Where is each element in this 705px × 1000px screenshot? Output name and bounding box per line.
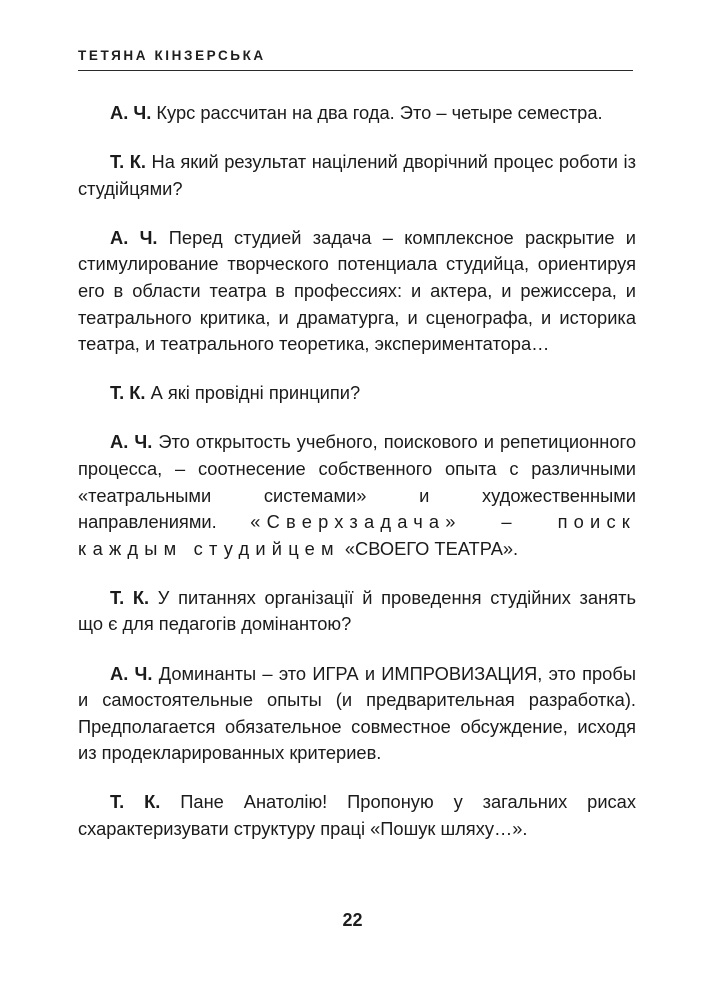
dialogue-text: А які провідні принципи? xyxy=(150,382,361,404)
dialogue-paragraph xyxy=(78,661,636,767)
dialogue-text: Доминанты – это ИГРА и ИМПРОВИЗАЦИЯ, это пробы и самостоятельные опыты (и предварительная разработка). Предполагается обязательное совместное обсуждение, исходя из продекларированных критериев. xyxy=(78,662,636,764)
dialogue-paragraph xyxy=(78,225,636,358)
dialogue-text: Это открытость учебного, поискового и репетиционного процесса, – соотнесение собственного опыта с различными «театральными системами» и художественными направлениями. xyxy=(78,431,636,533)
dialogue-text: Курс рассчитан на два года. Это – четыре семестра. xyxy=(156,102,603,123)
speaker-initials: Т. К. xyxy=(110,151,146,173)
speaker-initials: Т. К. xyxy=(110,791,161,813)
dialogue-text: Пане Анатолію! Пропоную у загальних рисах схарактеризувати структуру праці «Пошук шляху…». xyxy=(78,791,636,839)
page-number: 22 xyxy=(342,910,363,930)
running-header-title: ТЕТЯНА КІНЗЕРСЬКА xyxy=(78,48,266,63)
dialogue-paragraph xyxy=(78,380,636,407)
dialogue-text: Перед студией задача – комплексное раскрытие и стимулирование творческого потенциала студийца, ориентируя его в области театра в профессиях: и актера, и режиссера, и театрального критика, и драматурга, и сценографа, и историка театра, и театрального теоретика, экспериментатора… xyxy=(78,226,636,355)
dialogue-text: У питаннях організації й проведення студійних занять що є для педагогів домінантою? xyxy=(78,586,636,635)
dialogue-paragraph xyxy=(78,100,636,127)
dialogue-paragraph xyxy=(78,429,636,562)
speaker-initials: А. Ч. xyxy=(110,102,152,123)
header-rule xyxy=(78,70,633,71)
speaker-initials: А. Ч. xyxy=(110,226,158,248)
speaker-initials: А. Ч. xyxy=(110,431,153,453)
dialogue-paragraph xyxy=(78,789,636,842)
dialogue-paragraph xyxy=(78,149,636,202)
dialogue-paragraph xyxy=(78,585,636,638)
speaker-initials: Т. К. xyxy=(110,382,146,404)
running-header xyxy=(78,48,633,71)
dialogue-text-tail: «СВОЕГО ТЕАТРА». xyxy=(344,537,519,559)
speaker-initials: А. Ч. xyxy=(110,662,153,684)
dialogue-text: На який результат націлений дворічний процес роботи із студійцями? xyxy=(78,151,636,199)
page-body xyxy=(78,100,636,865)
speaker-initials: Т. К. xyxy=(110,586,150,608)
spaced-emphasis-text: «Сверхзадача» – поиск каждым студийцем xyxy=(78,511,636,559)
